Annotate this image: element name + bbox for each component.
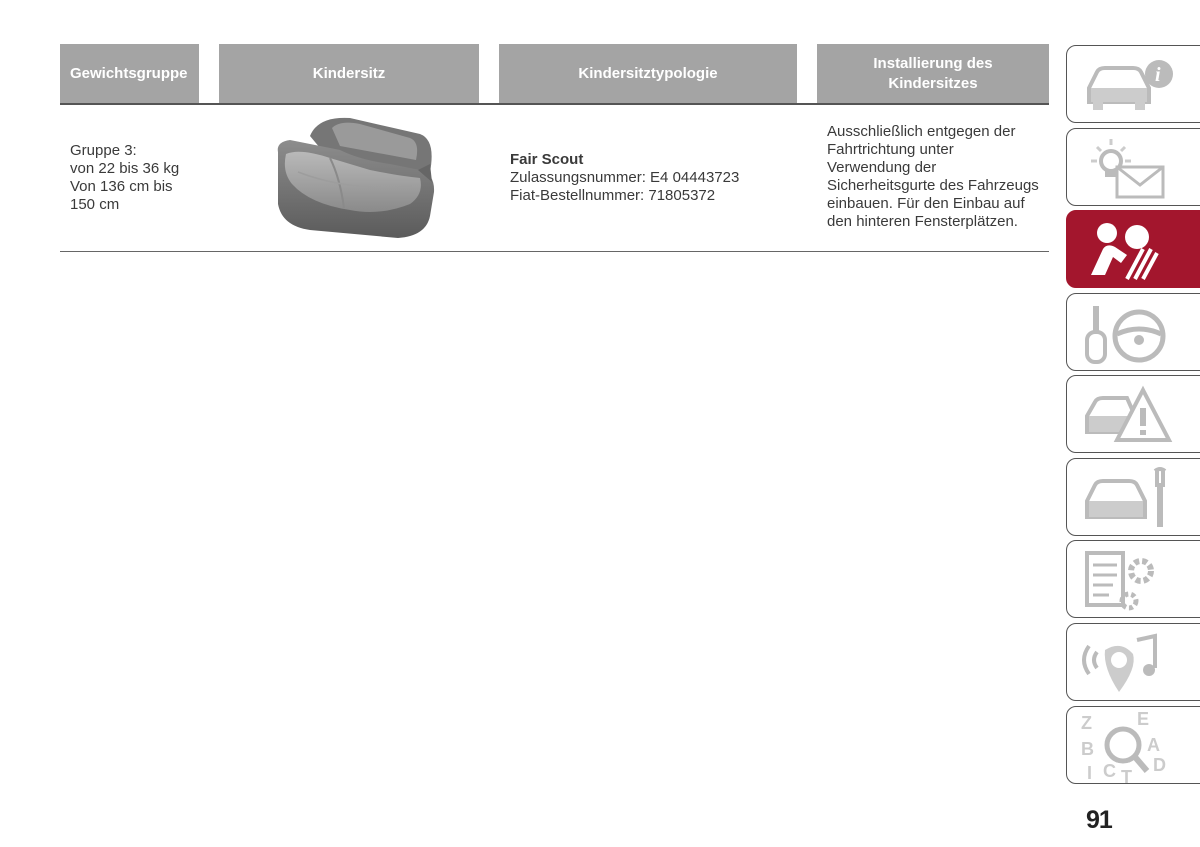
cell-seat-type bbox=[510, 151, 800, 205]
index-letter: E bbox=[1137, 711, 1150, 729]
index-letter: I bbox=[1087, 763, 1093, 783]
weight-line: 150 cm bbox=[70, 196, 120, 213]
table-bottom-rule bbox=[60, 251, 1049, 252]
install-line: Fahrtrichtung unter bbox=[827, 141, 954, 158]
multimedia-icon bbox=[1077, 628, 1177, 698]
technical-data-icon bbox=[1077, 545, 1177, 615]
key-steering-wheel-icon bbox=[1077, 298, 1177, 368]
index-letter: T bbox=[1121, 767, 1132, 783]
airbag-safety-icon bbox=[1077, 215, 1177, 285]
weight-line: Gruppe 3: bbox=[70, 142, 137, 159]
tab-safety[interactable] bbox=[1066, 210, 1200, 288]
weight-line: Von 136 cm bis bbox=[70, 178, 173, 195]
install-line: Sicherheitsgurte des Fahrzeugs bbox=[827, 177, 1039, 194]
index-letter: Z bbox=[1081, 713, 1092, 733]
tab-dashboard-lights[interactable] bbox=[1066, 128, 1200, 206]
install-line: Ausschließlich entgegen der bbox=[827, 123, 1016, 140]
tab-technical-data[interactable] bbox=[1066, 540, 1200, 618]
cell-weight-group bbox=[70, 142, 210, 214]
header-seat-type: Kindersitztypologie bbox=[499, 44, 797, 103]
car-maintenance-icon bbox=[1077, 463, 1177, 533]
svg-text:i: i bbox=[1155, 64, 1161, 86]
install-line: Verwendung der bbox=[827, 159, 937, 176]
page-number: 91 bbox=[1086, 806, 1112, 834]
header-installation: Installierung des Kindersitzes bbox=[817, 44, 1049, 103]
header-child-seat: Kindersitz bbox=[219, 44, 479, 103]
cell-installation bbox=[827, 123, 1052, 231]
index-letter: A bbox=[1147, 735, 1160, 755]
car-warning-icon bbox=[1077, 380, 1177, 450]
booster-seat-image bbox=[270, 112, 440, 244]
order-number: Fiat-Bestellnummer: 71805372 bbox=[510, 187, 716, 204]
car-info-icon bbox=[1077, 50, 1177, 120]
tab-multimedia[interactable] bbox=[1066, 623, 1200, 701]
index-letter: D bbox=[1153, 755, 1166, 775]
table-header-rule bbox=[60, 103, 1049, 105]
tab-index[interactable] bbox=[1066, 706, 1200, 784]
alphabetical-index-icon bbox=[1077, 711, 1177, 783]
index-letter: C bbox=[1103, 761, 1116, 781]
header-weight-group: Gewichtsgruppe bbox=[60, 44, 199, 103]
weight-line: von 22 bis 36 kg bbox=[70, 160, 180, 177]
tab-car-info[interactable] bbox=[1066, 45, 1200, 123]
tab-emergency[interactable] bbox=[1066, 375, 1200, 453]
tab-maintenance[interactable] bbox=[1066, 458, 1200, 536]
install-line: einbauen. Für den Einbau auf bbox=[827, 195, 1025, 212]
seat-name: Fair Scout bbox=[510, 151, 584, 168]
install-line: den hinteren Fensterplätzen. bbox=[827, 213, 1018, 230]
tab-starting-driving[interactable] bbox=[1066, 293, 1200, 371]
index-letter: B bbox=[1081, 739, 1094, 759]
dashboard-lights-icon bbox=[1077, 133, 1177, 203]
approval-number: Zulassungsnummer: E4 04443723 bbox=[510, 169, 740, 186]
